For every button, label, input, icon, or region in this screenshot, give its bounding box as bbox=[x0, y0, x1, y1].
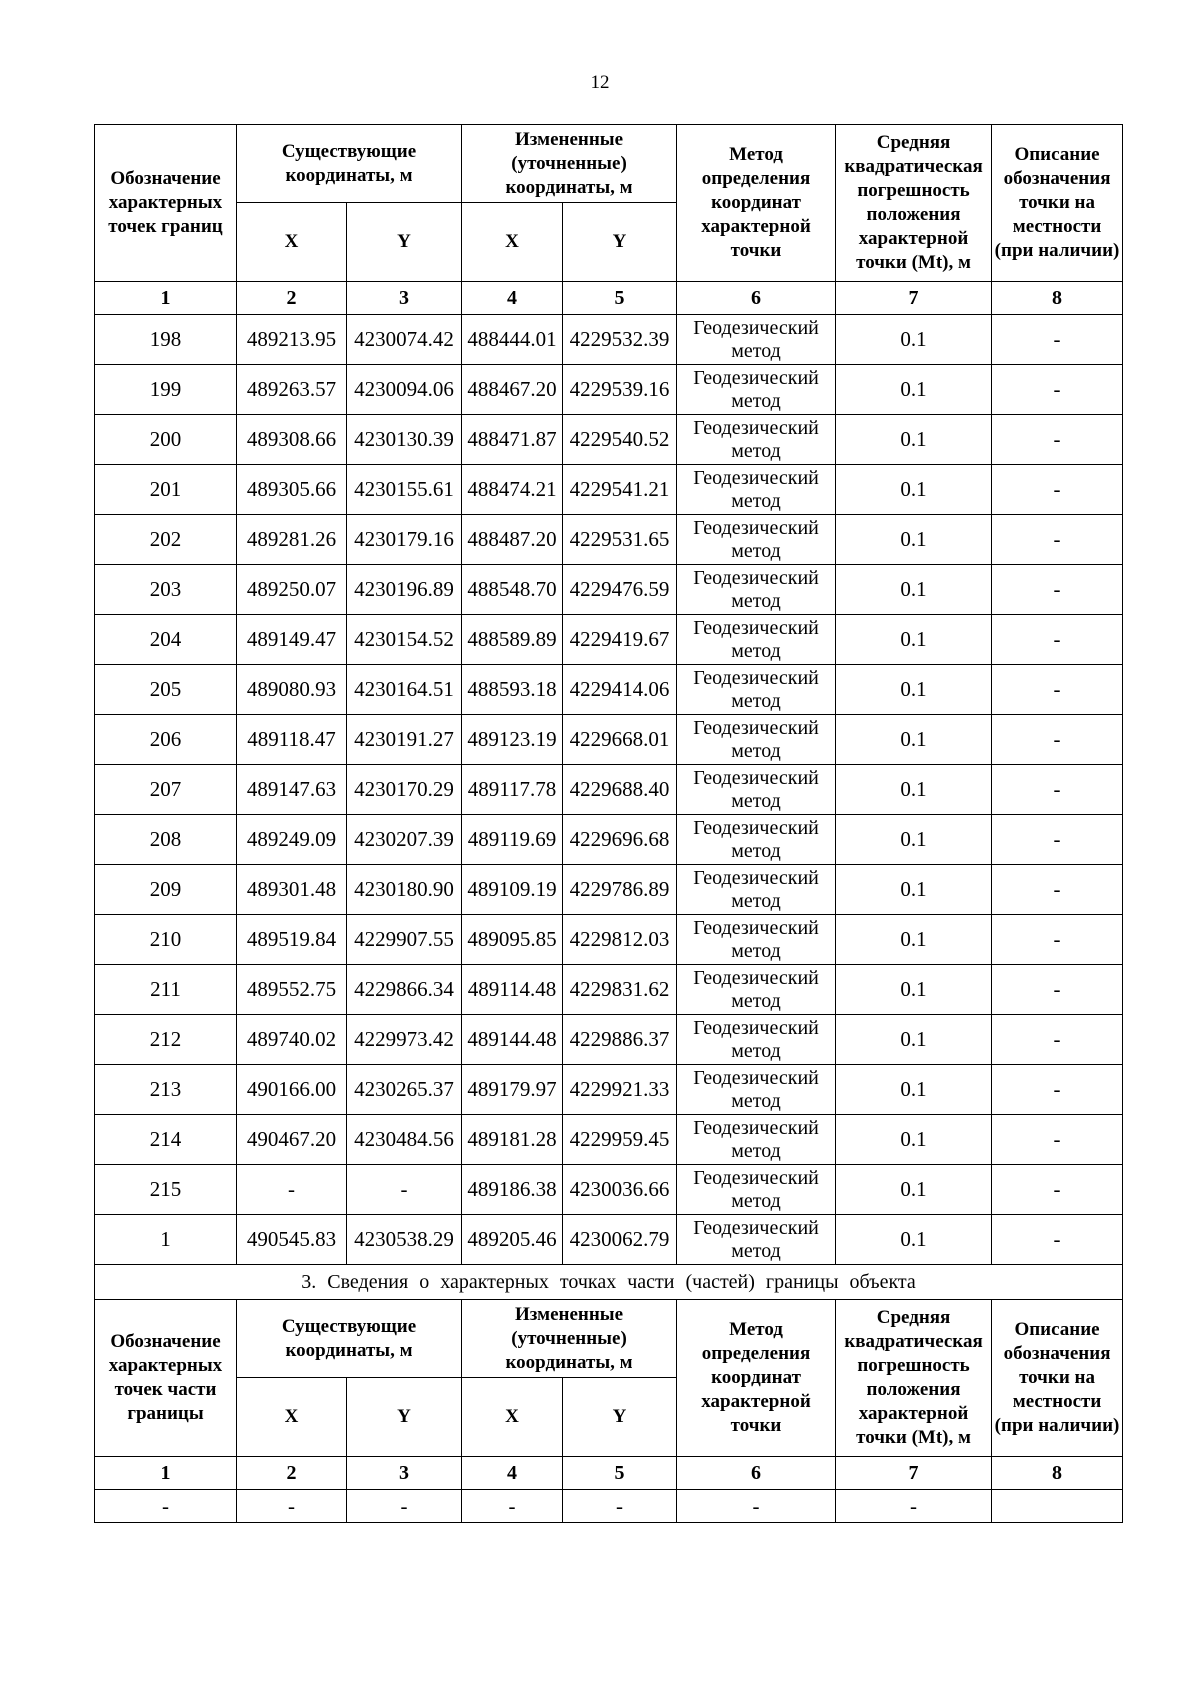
coordinates-table bbox=[94, 124, 1123, 1523]
existing-x-cell: 489249.09 bbox=[237, 815, 347, 865]
section-3-header-error: Средняя квадратическая погрешность положения характерной точки (Mt), м bbox=[836, 1300, 992, 1457]
description-cell: - bbox=[992, 615, 1123, 665]
table-row bbox=[95, 865, 1123, 915]
method-cell: Геодезический метод bbox=[677, 515, 836, 565]
existing-y-cell: 4230196.89 bbox=[347, 565, 462, 615]
error-cell: 0.1 bbox=[836, 365, 992, 415]
changed-x-cell: 488589.89 bbox=[462, 615, 563, 665]
header-error: Средняя квадратическая погрешность положения характерной точки (Mt), м bbox=[836, 125, 992, 282]
method-cell: Геодезический метод bbox=[677, 765, 836, 815]
table-row bbox=[95, 365, 1123, 415]
method-cell: Геодезический метод bbox=[677, 865, 836, 915]
description-cell: - bbox=[992, 1015, 1123, 1065]
error-cell: 0.1 bbox=[836, 715, 992, 765]
error-cell: 0.1 bbox=[836, 565, 992, 615]
point-cell: 211 bbox=[95, 965, 237, 1015]
error-cell: 0.1 bbox=[836, 315, 992, 365]
section-3-column-number-row bbox=[95, 1457, 1123, 1490]
description-cell: - bbox=[992, 865, 1123, 915]
method-cell: Геодезический метод bbox=[677, 1065, 836, 1115]
section-3-header-changed-coordinates: Измененные (уточненные) координаты, м bbox=[462, 1300, 677, 1378]
section-3-header-changed-y: Y bbox=[563, 1378, 677, 1457]
method-cell: Геодезический метод bbox=[677, 1015, 836, 1065]
table-cell: - bbox=[237, 1490, 347, 1523]
point-cell: 213 bbox=[95, 1065, 237, 1115]
method-cell: Геодезический метод bbox=[677, 1115, 836, 1165]
existing-y-cell: 4229866.34 bbox=[347, 965, 462, 1015]
error-cell: 0.1 bbox=[836, 515, 992, 565]
section-3-title-row bbox=[95, 1265, 1123, 1300]
table-cell: - bbox=[462, 1490, 563, 1523]
changed-x-cell: 489095.85 bbox=[462, 915, 563, 965]
description-cell: - bbox=[992, 965, 1123, 1015]
table-cell: - bbox=[347, 1490, 462, 1523]
error-cell: 0.1 bbox=[836, 1065, 992, 1115]
changed-y-cell: 4229696.68 bbox=[563, 815, 677, 865]
method-cell: Геодезический метод bbox=[677, 965, 836, 1015]
existing-x-cell: 489213.95 bbox=[237, 315, 347, 365]
method-cell: Геодезический метод bbox=[677, 365, 836, 415]
changed-y-cell: 4229419.67 bbox=[563, 615, 677, 665]
changed-x-cell: 489109.19 bbox=[462, 865, 563, 915]
changed-x-cell: 488474.21 bbox=[462, 465, 563, 515]
description-cell: - bbox=[992, 565, 1123, 615]
point-cell: 206 bbox=[95, 715, 237, 765]
changed-y-cell: 4229886.37 bbox=[563, 1015, 677, 1065]
point-cell: 214 bbox=[95, 1115, 237, 1165]
existing-x-cell: 489308.66 bbox=[237, 415, 347, 465]
description-cell: - bbox=[992, 365, 1123, 415]
changed-y-cell: 4229831.62 bbox=[563, 965, 677, 1015]
existing-x-cell: - bbox=[237, 1165, 347, 1215]
error-cell: 0.1 bbox=[836, 965, 992, 1015]
table-row bbox=[95, 715, 1123, 765]
header-point-designation: Обозначение характерных точек границ bbox=[95, 125, 237, 282]
table-row bbox=[95, 1115, 1123, 1165]
table-row bbox=[95, 665, 1123, 715]
changed-y-cell: 4229531.65 bbox=[563, 515, 677, 565]
changed-x-cell: 489179.97 bbox=[462, 1065, 563, 1115]
changed-x-cell: 488444.01 bbox=[462, 315, 563, 365]
column-number: 7 bbox=[836, 1457, 992, 1490]
section-3-title: 3. Сведения о характерных точках части (частей) границы объекта bbox=[95, 1265, 1123, 1300]
existing-x-cell: 490545.83 bbox=[237, 1215, 347, 1265]
changed-x-cell: 488548.70 bbox=[462, 565, 563, 615]
existing-y-cell: 4230265.37 bbox=[347, 1065, 462, 1115]
description-cell: - bbox=[992, 715, 1123, 765]
column-number: 5 bbox=[563, 282, 677, 315]
error-cell: 0.1 bbox=[836, 1165, 992, 1215]
method-cell: Геодезический метод bbox=[677, 565, 836, 615]
section-3-header-existing-y: Y bbox=[347, 1378, 462, 1457]
table-row bbox=[95, 315, 1123, 365]
table-row bbox=[95, 965, 1123, 1015]
changed-x-cell: 489119.69 bbox=[462, 815, 563, 865]
changed-y-cell: 4229812.03 bbox=[563, 915, 677, 965]
error-cell: 0.1 bbox=[836, 615, 992, 665]
changed-y-cell: 4229541.21 bbox=[563, 465, 677, 515]
changed-x-cell: 488467.20 bbox=[462, 365, 563, 415]
existing-y-cell: 4230074.42 bbox=[347, 315, 462, 365]
existing-x-cell: 489519.84 bbox=[237, 915, 347, 965]
table-cell: - bbox=[677, 1490, 836, 1523]
section-3-header-existing-coordinates: Существующие координаты, м bbox=[237, 1300, 462, 1378]
method-cell: Геодезический метод bbox=[677, 415, 836, 465]
description-cell: - bbox=[992, 415, 1123, 465]
point-cell: 198 bbox=[95, 315, 237, 365]
page-number: 12 bbox=[590, 72, 610, 93]
changed-x-cell: 489205.46 bbox=[462, 1215, 563, 1265]
existing-x-cell: 490166.00 bbox=[237, 1065, 347, 1115]
error-cell: 0.1 bbox=[836, 1215, 992, 1265]
method-cell: Геодезический метод bbox=[677, 665, 836, 715]
point-cell: 208 bbox=[95, 815, 237, 865]
existing-x-cell: 489740.02 bbox=[237, 1015, 347, 1065]
header-changed-coordinates: Измененные (уточненные) координаты, м bbox=[462, 125, 677, 203]
table-cell bbox=[992, 1490, 1123, 1523]
method-cell: Геодезический метод bbox=[677, 1165, 836, 1215]
existing-x-cell: 489281.26 bbox=[237, 515, 347, 565]
error-cell: 0.1 bbox=[836, 915, 992, 965]
header-existing-x: X bbox=[237, 203, 347, 282]
point-cell: 207 bbox=[95, 765, 237, 815]
header-changed-y: Y bbox=[563, 203, 677, 282]
changed-y-cell: 4229688.40 bbox=[563, 765, 677, 815]
existing-y-cell: 4230094.06 bbox=[347, 365, 462, 415]
existing-y-cell: 4230154.52 bbox=[347, 615, 462, 665]
point-cell: 204 bbox=[95, 615, 237, 665]
method-cell: Геодезический метод bbox=[677, 465, 836, 515]
table-row bbox=[95, 415, 1123, 465]
description-cell: - bbox=[992, 515, 1123, 565]
method-cell: Геодезический метод bbox=[677, 815, 836, 865]
existing-y-cell: 4230130.39 bbox=[347, 415, 462, 465]
table-cell: - bbox=[95, 1490, 237, 1523]
existing-x-cell: 489305.66 bbox=[237, 465, 347, 515]
section-3-header-description: Описание обозначения точки на местности (при наличии) bbox=[992, 1300, 1123, 1457]
column-number: 7 bbox=[836, 282, 992, 315]
table-row bbox=[95, 515, 1123, 565]
table-row bbox=[95, 1015, 1123, 1065]
existing-y-cell: 4230484.56 bbox=[347, 1115, 462, 1165]
changed-y-cell: 4230062.79 bbox=[563, 1215, 677, 1265]
existing-x-cell: 489080.93 bbox=[237, 665, 347, 715]
section-3-empty-row bbox=[95, 1490, 1123, 1523]
column-number: 1 bbox=[95, 282, 237, 315]
existing-x-cell: 489147.63 bbox=[237, 765, 347, 815]
existing-y-cell: 4230191.27 bbox=[347, 715, 462, 765]
changed-x-cell: 489114.48 bbox=[462, 965, 563, 1015]
table-row bbox=[95, 1165, 1123, 1215]
header-description: Описание обозначения точки на местности (при наличии) bbox=[992, 125, 1123, 282]
changed-x-cell: 488593.18 bbox=[462, 665, 563, 715]
existing-x-cell: 489149.47 bbox=[237, 615, 347, 665]
table-row bbox=[95, 1065, 1123, 1115]
description-cell: - bbox=[992, 465, 1123, 515]
point-cell: 203 bbox=[95, 565, 237, 615]
changed-x-cell: 489117.78 bbox=[462, 765, 563, 815]
section-3-header-row-top bbox=[95, 1300, 1123, 1378]
method-cell: Геодезический метод bbox=[677, 1215, 836, 1265]
existing-y-cell: 4230170.29 bbox=[347, 765, 462, 815]
existing-x-cell: 489301.48 bbox=[237, 865, 347, 915]
error-cell: 0.1 bbox=[836, 465, 992, 515]
column-number: 8 bbox=[992, 282, 1123, 315]
existing-x-cell: 489263.57 bbox=[237, 365, 347, 415]
point-cell: 200 bbox=[95, 415, 237, 465]
table-row bbox=[95, 465, 1123, 515]
column-number-row bbox=[95, 282, 1123, 315]
existing-y-cell: 4229907.55 bbox=[347, 915, 462, 965]
column-number: 4 bbox=[462, 1457, 563, 1490]
method-cell: Геодезический метод bbox=[677, 615, 836, 665]
changed-y-cell: 4229476.59 bbox=[563, 565, 677, 615]
error-cell: 0.1 bbox=[836, 865, 992, 915]
point-cell: 205 bbox=[95, 665, 237, 715]
error-cell: 0.1 bbox=[836, 1115, 992, 1165]
changed-y-cell: 4229532.39 bbox=[563, 315, 677, 365]
changed-x-cell: 489186.38 bbox=[462, 1165, 563, 1215]
header-row-top bbox=[95, 125, 1123, 203]
existing-y-cell: 4230207.39 bbox=[347, 815, 462, 865]
changed-x-cell: 488471.87 bbox=[462, 415, 563, 465]
table-row bbox=[95, 815, 1123, 865]
changed-y-cell: 4229668.01 bbox=[563, 715, 677, 765]
table-cell: - bbox=[836, 1490, 992, 1523]
existing-y-cell: 4230180.90 bbox=[347, 865, 462, 915]
changed-y-cell: 4230036.66 bbox=[563, 1165, 677, 1215]
header-existing-y: Y bbox=[347, 203, 462, 282]
changed-y-cell: 4229539.16 bbox=[563, 365, 677, 415]
description-cell: - bbox=[992, 1115, 1123, 1165]
point-cell: 215 bbox=[95, 1165, 237, 1215]
point-cell: 199 bbox=[95, 365, 237, 415]
description-cell: - bbox=[992, 1215, 1123, 1265]
existing-y-cell: 4230538.29 bbox=[347, 1215, 462, 1265]
point-cell: 201 bbox=[95, 465, 237, 515]
existing-x-cell: 489250.07 bbox=[237, 565, 347, 615]
changed-x-cell: 489144.48 bbox=[462, 1015, 563, 1065]
description-cell: - bbox=[992, 665, 1123, 715]
error-cell: 0.1 bbox=[836, 765, 992, 815]
column-number: 8 bbox=[992, 1457, 1123, 1490]
changed-y-cell: 4229414.06 bbox=[563, 665, 677, 715]
column-number: 2 bbox=[237, 282, 347, 315]
table-row bbox=[95, 765, 1123, 815]
section-3-header-existing-x: X bbox=[237, 1378, 347, 1457]
existing-x-cell: 489552.75 bbox=[237, 965, 347, 1015]
error-cell: 0.1 bbox=[836, 815, 992, 865]
point-cell: 202 bbox=[95, 515, 237, 565]
column-number: 2 bbox=[237, 1457, 347, 1490]
changed-y-cell: 4229921.33 bbox=[563, 1065, 677, 1115]
existing-x-cell: 489118.47 bbox=[237, 715, 347, 765]
changed-y-cell: 4229786.89 bbox=[563, 865, 677, 915]
column-number: 6 bbox=[677, 282, 836, 315]
column-number: 3 bbox=[347, 282, 462, 315]
column-number: 6 bbox=[677, 1457, 836, 1490]
existing-y-cell: 4230155.61 bbox=[347, 465, 462, 515]
table-row bbox=[95, 915, 1123, 965]
changed-y-cell: 4229540.52 bbox=[563, 415, 677, 465]
section-3-header-method: Метод определения координат характерной точки bbox=[677, 1300, 836, 1457]
table-cell: - bbox=[563, 1490, 677, 1523]
table-row bbox=[95, 1215, 1123, 1265]
changed-x-cell: 489123.19 bbox=[462, 715, 563, 765]
header-changed-x: X bbox=[462, 203, 563, 282]
error-cell: 0.1 bbox=[836, 1015, 992, 1065]
existing-x-cell: 490467.20 bbox=[237, 1115, 347, 1165]
existing-y-cell: - bbox=[347, 1165, 462, 1215]
section-3-header-point-designation: Обозначение характерных точек части границы bbox=[95, 1300, 237, 1457]
description-cell: - bbox=[992, 315, 1123, 365]
column-number: 3 bbox=[347, 1457, 462, 1490]
header-existing-coordinates: Существующие координаты, м bbox=[237, 125, 462, 203]
description-cell: - bbox=[992, 1165, 1123, 1215]
method-cell: Геодезический метод bbox=[677, 715, 836, 765]
description-cell: - bbox=[992, 815, 1123, 865]
header-method: Метод определения координат характерной точки bbox=[677, 125, 836, 282]
changed-y-cell: 4229959.45 bbox=[563, 1115, 677, 1165]
point-cell: 1 bbox=[95, 1215, 237, 1265]
existing-y-cell: 4230179.16 bbox=[347, 515, 462, 565]
table-row bbox=[95, 615, 1123, 665]
column-number: 1 bbox=[95, 1457, 237, 1490]
error-cell: 0.1 bbox=[836, 665, 992, 715]
point-cell: 209 bbox=[95, 865, 237, 915]
description-cell: - bbox=[992, 915, 1123, 965]
point-cell: 212 bbox=[95, 1015, 237, 1065]
section-3-header-changed-x: X bbox=[462, 1378, 563, 1457]
method-cell: Геодезический метод bbox=[677, 315, 836, 365]
changed-x-cell: 489181.28 bbox=[462, 1115, 563, 1165]
changed-x-cell: 488487.20 bbox=[462, 515, 563, 565]
table-row bbox=[95, 565, 1123, 615]
error-cell: 0.1 bbox=[836, 415, 992, 465]
existing-y-cell: 4229973.42 bbox=[347, 1015, 462, 1065]
description-cell: - bbox=[992, 1065, 1123, 1115]
point-cell: 210 bbox=[95, 915, 237, 965]
method-cell: Геодезический метод bbox=[677, 915, 836, 965]
existing-y-cell: 4230164.51 bbox=[347, 665, 462, 715]
table-body bbox=[95, 315, 1123, 1265]
column-number: 5 bbox=[563, 1457, 677, 1490]
description-cell: - bbox=[992, 765, 1123, 815]
column-number: 4 bbox=[462, 282, 563, 315]
